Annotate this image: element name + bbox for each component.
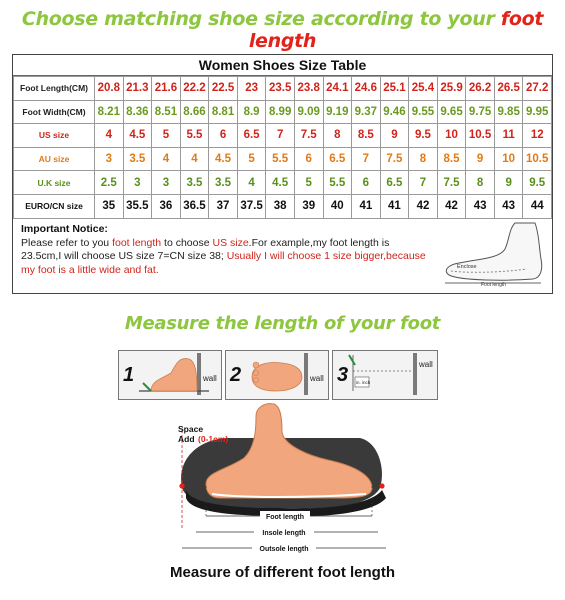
size-table [13,76,552,219]
table-cell: 21.6 [152,77,181,101]
table-cell: 41 [352,194,381,218]
table-cell: 10.5 [523,147,552,171]
table-cell: 8.5 [437,147,466,171]
table-cell: 27.2 [523,77,552,101]
wall-label: wall [203,374,217,383]
table-cell: 21.3 [123,77,152,101]
notice-bigger-advice: Usually I will choose 1 size bigger,because my foot is a little wide and fat [21,250,426,276]
table-cell: 7.5 [380,147,409,171]
row-label: AU size [14,147,95,171]
step-number: 1 [123,364,135,386]
table-cell: 43 [494,194,523,218]
table-cell: 9.85 [494,100,523,124]
step-number: 3 [337,364,349,386]
table-cell: 23 [237,77,266,101]
table-cell: 8 [466,171,495,195]
table-cell: 11 [494,124,523,148]
table-cell: 5.5 [323,171,352,195]
table-cell: 22.2 [180,77,209,101]
notice-text [21,237,426,278]
table-row [14,147,552,171]
table-cell: 8.51 [152,100,181,124]
table-row [14,194,552,218]
table-cell: 8.99 [266,100,295,124]
table-cell: 6.5 [380,171,409,195]
space-label: Space [178,424,204,434]
table-cell: 8.5 [352,124,381,148]
wall-label: wall [419,360,433,369]
table-cell: 9 [380,124,409,148]
table-cell: 3 [95,147,124,171]
add-label: Add [178,434,195,444]
table-cell: 26.2 [466,77,495,101]
table-cell: 4 [180,147,209,171]
table-cell: 6 [209,124,238,148]
notice-text-1: Please refer to you [21,236,113,249]
table-cell: 7 [352,147,381,171]
table-cell: 3.5 [209,171,238,195]
measure-title: Measure the length of your foot [124,313,441,334]
table-row [14,100,552,124]
table-cell: 9.37 [352,100,381,124]
headline-prefix: Choose matching shoe size according to your [21,8,495,30]
enclose-label: Enclose [457,264,477,270]
row-label: US size [14,124,95,148]
table-cell: 36 [152,194,181,218]
table-cell: 25.1 [380,77,409,101]
table-cell: 8 [409,147,438,171]
table-cell: 6.5 [237,124,266,148]
notice-text-5: .For example,my foot length is 23.5cm,I will choose US size 7=CN size 38; [21,236,390,262]
table-cell: 10 [494,147,523,171]
table-cell: 38 [266,194,295,218]
table-cell: 5 [152,124,181,148]
table-cell: 3.5 [180,171,209,195]
table-cell: 43 [466,194,495,218]
table-cell: 40 [323,194,352,218]
notice-text-3: to choose [161,236,213,249]
bottom-caption: Measure of different foot length [170,564,395,581]
table-cell: 9.5 [523,171,552,195]
size-table-panel [12,54,553,294]
foot-outline-diagram [437,219,549,287]
foot-length-measure-label: Foot length [265,514,305,521]
table-cell: 9.09 [294,100,323,124]
table-cell: 3.5 [123,147,152,171]
table-cell: 5.5 [266,147,295,171]
table-cell: 10 [437,124,466,148]
table-cell: 8 [323,124,352,148]
table-cell: 9.65 [437,100,466,124]
table-cell: 9.5 [409,124,438,148]
table-cell: 4.5 [123,124,152,148]
notice-title: Important Notice: [21,223,108,235]
table-cell: 26.5 [494,77,523,101]
table-cell: 8.9 [237,100,266,124]
table-cell: 25.4 [409,77,438,101]
table-cell: 7.5 [437,171,466,195]
table-cell: 7.5 [294,124,323,148]
table-cell: 6 [352,171,381,195]
outsole-length-label: Outsole length [259,546,309,553]
table-cell: 37 [209,194,238,218]
table-cell: 9.95 [523,100,552,124]
row-label: U.K size [14,171,95,195]
table-cell: 6 [294,147,323,171]
step-2-foot-top-icon [226,351,328,399]
table-cell: 39 [294,194,323,218]
table-cell: 35 [95,194,124,218]
row-label: Foot Length(CM) [14,77,95,101]
table-cell: 41 [380,194,409,218]
step-3-panel [332,350,438,400]
table-cell: 9.19 [323,100,352,124]
table-row [14,124,552,148]
table-cell: 9 [466,147,495,171]
table-cell: 8.36 [123,100,152,124]
table-cell: 5 [237,147,266,171]
table-cell: 5 [294,171,323,195]
table-cell: 8.66 [180,100,209,124]
table-cell: 9.55 [409,100,438,124]
headline-highlight: foot length [248,8,544,52]
table-cell: 4 [95,124,124,148]
insole-length-label: Insole length [262,530,306,537]
table-cell: 36.5 [180,194,209,218]
step-1-panel [118,350,222,400]
notice-us-size: US size [212,236,249,249]
table-cell: 22.5 [209,77,238,101]
table-cell: 4.5 [266,171,295,195]
important-notice [21,223,426,277]
table-cell: 3 [152,171,181,195]
table-cell: 25.9 [437,77,466,101]
table-cell: 35.5 [123,194,152,218]
wall-label: wall [310,374,324,383]
table-row [14,171,552,195]
table-cell: 4 [152,147,181,171]
step-number: 2 [230,364,242,386]
step-2-panel [225,350,329,400]
foot-length-label: Foot length [481,282,507,287]
ruler-label: in. inch [356,380,371,385]
table-row [14,77,552,101]
table-cell: 42 [409,194,438,218]
table-cell: 9.75 [466,100,495,124]
table-cell: 7 [266,124,295,148]
table-cell: 23.5 [266,77,295,101]
table-cell: 9 [494,171,523,195]
step-3-ruler-icon [333,351,437,399]
table-cell: 4.5 [209,147,238,171]
table-cell: 24.1 [323,77,352,101]
step-1-foot-side-icon [119,351,221,399]
table-cell: 8.81 [209,100,238,124]
table-cell: 4 [237,171,266,195]
table-cell: 42 [437,194,466,218]
table-cell: 8.21 [95,100,124,124]
row-label: EURO/CN size [14,194,95,218]
table-cell: 3 [123,171,152,195]
notice-foot-length: foot length [112,236,162,249]
table-cell: 24.6 [352,77,381,101]
table-cell: 44 [523,194,552,218]
table-cell: 20.8 [95,77,124,101]
foot-length-diagram [160,398,410,560]
table-title: Women Shoes Size Table [13,55,552,76]
table-cell: 9.46 [380,100,409,124]
table-cell: 12 [523,124,552,148]
table-cell: 37.5 [237,194,266,218]
row-label: Foot Width(CM) [14,100,95,124]
table-cell: 2.5 [95,171,124,195]
table-cell: 5.5 [180,124,209,148]
notice-period: . [155,263,159,276]
table-cell: 7 [409,171,438,195]
table-cell: 6.5 [323,147,352,171]
table-cell: 10.5 [466,124,495,148]
table-cell: 23.8 [294,77,323,101]
headline [0,8,565,52]
add-range: (0-1cm) [198,434,229,444]
